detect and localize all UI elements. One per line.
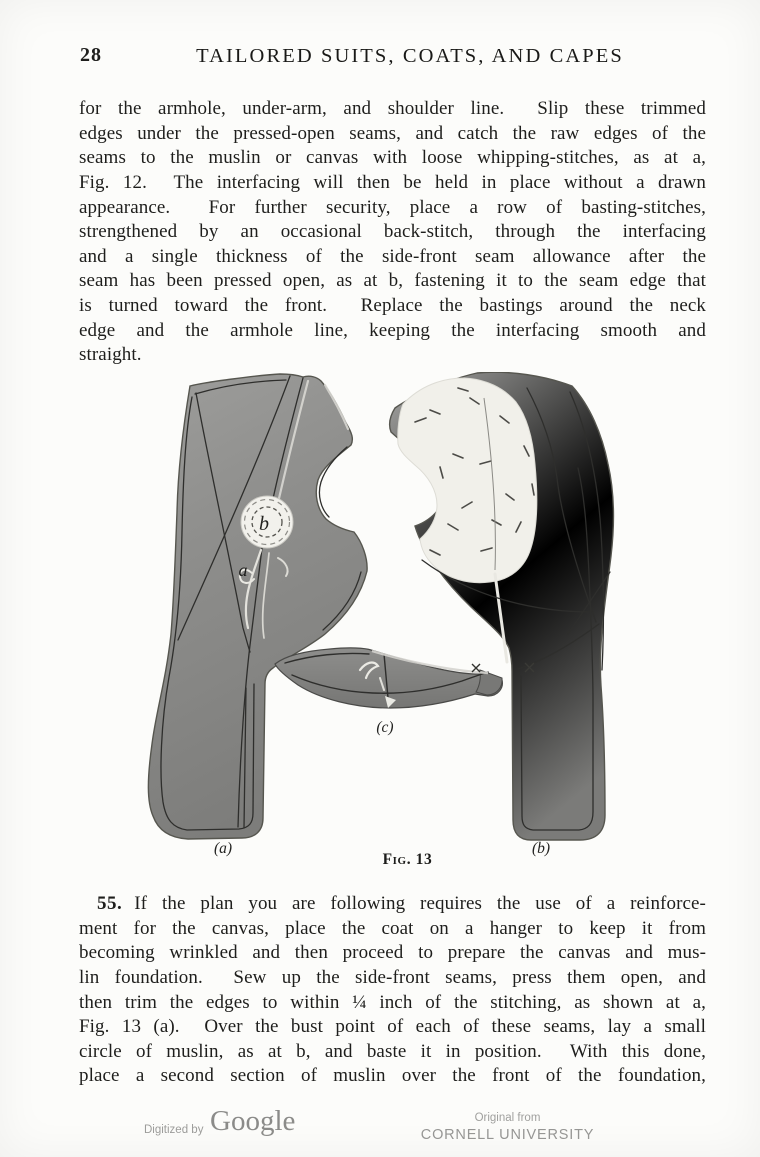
text-line — [79, 892, 706, 917]
paragraph-number: 55. — [97, 893, 123, 914]
text-line: circle of muslin, as at b, and baste it in position. With this done, — [79, 1040, 706, 1062]
text-line: then trim the edges to within ¼ inch of the stitching, as shown at a, — [79, 991, 706, 1013]
text-line: and a single thickness of the side-front seam allowance after the — [79, 245, 706, 267]
text-line: lin foundation. Sew up the side-front seams, press them open, and — [79, 966, 706, 988]
figure-label-a: (a) — [213, 840, 233, 857]
figure-13-illustration — [140, 372, 640, 850]
text-line: becoming wrinkled and then proceed to prepare the canvas and mus- — [79, 942, 706, 964]
digitized-by-label: Digitized by — [144, 1124, 204, 1136]
running-title: TAILORED SUITS, COATS, AND CAPES — [196, 45, 624, 67]
figure-label-b: (b) — [531, 840, 551, 857]
figure-label-c: (c) — [376, 719, 394, 736]
institution-name: CORNELL UNIVERSITY — [420, 1127, 595, 1143]
annotation-a: a — [238, 560, 248, 580]
coat-front-panel-a — [148, 374, 367, 839]
google-logo: Google — [210, 1105, 296, 1137]
text-line: for the armhole, under-arm, and shoulder line. Slip these trimmed — [79, 98, 706, 119]
text-line: Fig. 13 (a). Over the bust point of each of these seams, lay a small — [79, 1016, 706, 1038]
paragraph-top — [79, 97, 706, 368]
text-line: seams to the muslin or canvas with loose whipping-stitches, as at a, — [79, 147, 706, 169]
coat-front-panel-b — [390, 372, 614, 840]
text-line: ment for the canvas, place the coat on a hanger to keep it from — [79, 917, 706, 939]
text-line: appearance. For further security, place a row of basting-stitches, — [79, 196, 706, 218]
provenance-block — [400, 1112, 615, 1143]
text-line: edges under the pressed-open seams, and catch the raw edges of the — [79, 122, 706, 144]
original-from-label: Original from — [474, 1112, 541, 1124]
collar-piece-c — [275, 648, 502, 708]
figure-caption: Fig. 13 — [382, 851, 433, 868]
text-line: straight. — [79, 344, 142, 366]
text-line: place a second section of muslin over the front of the foundation, — [79, 1065, 706, 1087]
annotation-b: b — [259, 513, 269, 535]
text-line: is turned toward the front. Replace the bastings around the neck — [79, 295, 706, 317]
text-line: Fig. 12. The interfacing will then be held in place without a drawn — [79, 171, 706, 193]
text-line: seam has been pressed open, as at b, fastening it to the seam edge that — [79, 270, 706, 292]
paragraph-55 — [79, 892, 706, 1089]
muslin-circle — [241, 496, 293, 548]
text-line: edge and the armhole line, keeping the interfacing smooth and — [79, 319, 706, 341]
muslin-section — [398, 378, 537, 583]
text-line-content: If the plan you are following requires the use of a reinforce- — [134, 893, 706, 914]
page-number: 28 — [80, 44, 102, 66]
text-line: strengthened by an occasional back-stitch, through the interfacing — [79, 221, 706, 243]
